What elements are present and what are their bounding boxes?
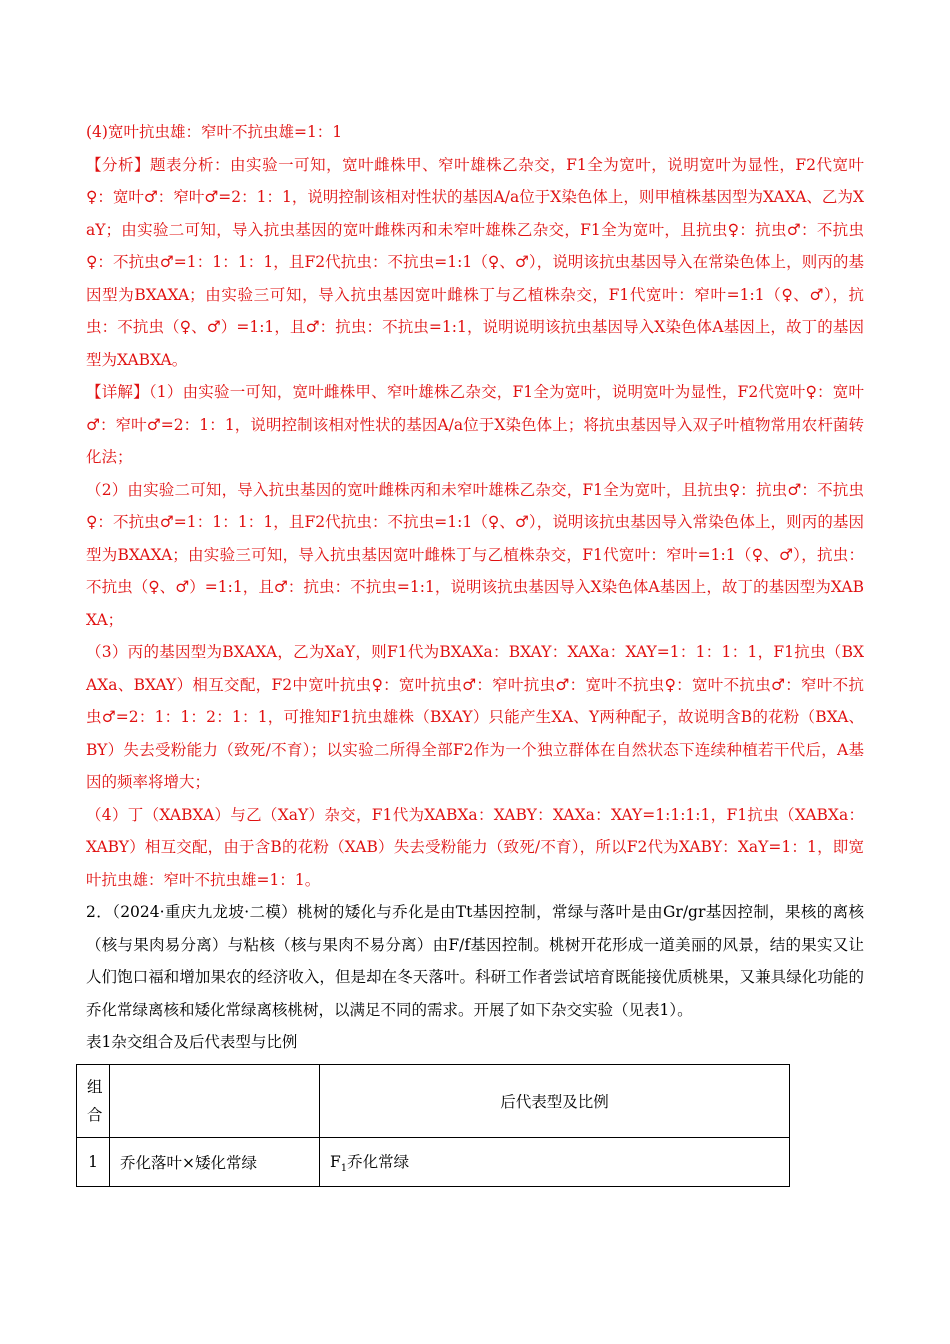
- document-content: [86, 116, 864, 1187]
- row-cross: 乔化落叶×矮化常绿: [110, 1138, 320, 1187]
- offspring-generation: F: [330, 1152, 341, 1171]
- question-2: 2．（2024·重庆九龙坡·二模）桃树的矮化与乔化是由Tt基因控制，常绿与落叶是由Gr/gr基因控制，果核的离核（核与果肉易分离）与粘核（核与果肉不易分离）由F/f基因控制。桃树开花形成一道美丽的风景，结的果实又让人们饱口福和增加果农的经济收入，但是却在冬天落叶。科研工作者尝试培育既能接优质桃果，又兼具绿化功能的乔化常绿离核和矮化常绿离核桃树，以满足不同的需求。开展了如下杂交实验（见表1）。: [86, 903, 864, 1019]
- table-caption: 表1杂交组合及后代表型与比例: [86, 1033, 298, 1051]
- row-id: 1: [77, 1138, 110, 1187]
- table-row: [77, 1138, 790, 1187]
- table-header-row: [77, 1065, 790, 1138]
- analysis-text: 题表分析：由实验一可知，宽叶雌株甲、窄叶雄株乙杂交，F1全为宽叶，说明宽叶为显性，F2代宽叶♀：宽叶♂：窄叶♂=2：1：1，说明控制该相对性状的基因A/a位于X染色体上，则甲植株基因型为XAXA、乙为XaY；由实验二可知，导入抗虫基因的宽叶雌株丙和未窄叶雄株乙杂交，F1全为宽叶，且抗虫♀：抗虫♂：不抗虫♀：不抗虫♂=1：1：1：1，且F2代抗虫：不抗虫=1:1（♀、♂），说明该抗虫基因导入在常染色体上，则丙的基因型为BXAXA；由实验三可知，导入抗虫基因宽叶雌株丁与乙植株杂交，F1代宽叶：窄叶=1:1（♀、♂），抗虫：不抗虫（♀、♂）=1:1，且♂：抗虫：不抗虫=1:1，说明说明该抗虫基因导入X染色体A基因上，故丁的基因型为XABXA。: [86, 155, 864, 369]
- header-combination: 组合: [77, 1065, 110, 1138]
- detail-paragraph-3: （3）丙的基因型为BXAXA，乙为XaY，则F1代为BXAXa：BXAY：XAXa：XAY=1：1：1：1，F1抗虫（BXAXa、BXAY）相互交配，F2中宽叶抗虫♀：宽叶抗虫♂：窄叶抗虫♂：宽叶不抗虫♀：宽叶不抗虫♂：窄叶不抗虫♂=2：1：1：2：1：1，可推知F1抗虫雄株（BXAY）只能产生XA、Y两种配子，故说明含B的花粉（BXA、BY）失去受粉能力（致死/不育）；以实验二所得全部F2作为一个独立群体在自然状态下连续种植若干代后，A基因的频率将增大；: [86, 643, 864, 791]
- analysis-tag: 【分析】: [86, 155, 151, 174]
- detail-paragraph-4: （4）丁（XABXA）与乙（XaY）杂交，F1代为XABXa：XABY：XAXa：XAY=1:1:1:1，F1抗虫（XABXa：XABY）相互交配，由于含B的花粉（XAB）失去受粉能力（致死/不育），所以F2代为XABY：XaY=1：1，即宽叶抗虫雄：窄叶不抗虫雄=1：1。: [86, 805, 864, 889]
- offspring-generation-sub: 1: [340, 1163, 348, 1175]
- detail-paragraph-2: （2）由实验二可知，导入抗虫基因的宽叶雌株丙和未窄叶雄株乙杂交，F1全为宽叶，且抗虫♀：抗虫♂：不抗虫♀：不抗虫♂=1：1：1：1，且F2代抗虫：不抗虫=1:1（♀、♂），说明该抗虫基因导入常染色体上，则丙的基因型为BXAXA；由实验三可知，导入抗虫基因宽叶雌株丁与乙植株杂交，F1代宽叶：窄叶=1:1（♀、♂），抗虫：不抗虫（♀、♂）=1:1，且♂：抗虫：不抗虫=1:1，说明该抗虫基因导入X染色体A基因上，故丁的基因型为XABXA；: [86, 480, 864, 629]
- row-offspring: [320, 1138, 790, 1187]
- header-cross: [110, 1065, 320, 1138]
- detail-tag: 【详解】: [86, 383, 149, 401]
- offspring-phenotype: 乔化常绿: [347, 1152, 410, 1171]
- answer-4: (4)宽叶抗虫雄：窄叶不抗虫雄=1：1: [86, 123, 343, 141]
- header-offspring: 后代表型及比例: [320, 1065, 790, 1138]
- cross-table: [76, 1064, 790, 1187]
- detail-paragraph-1: [86, 376, 864, 474]
- detail-text-1: （1）由实验一可知，宽叶雌株甲、窄叶雄株乙杂交，F1全为宽叶，说明宽叶为显性，F2代宽叶♀：宽叶♂：窄叶♂=2：1：1，说明控制该相对性状的基因A/a位于X染色体上；将抗虫基因导入双子叶植物常用农杆菌转化法；: [86, 383, 864, 466]
- analysis-paragraph: [86, 149, 864, 377]
